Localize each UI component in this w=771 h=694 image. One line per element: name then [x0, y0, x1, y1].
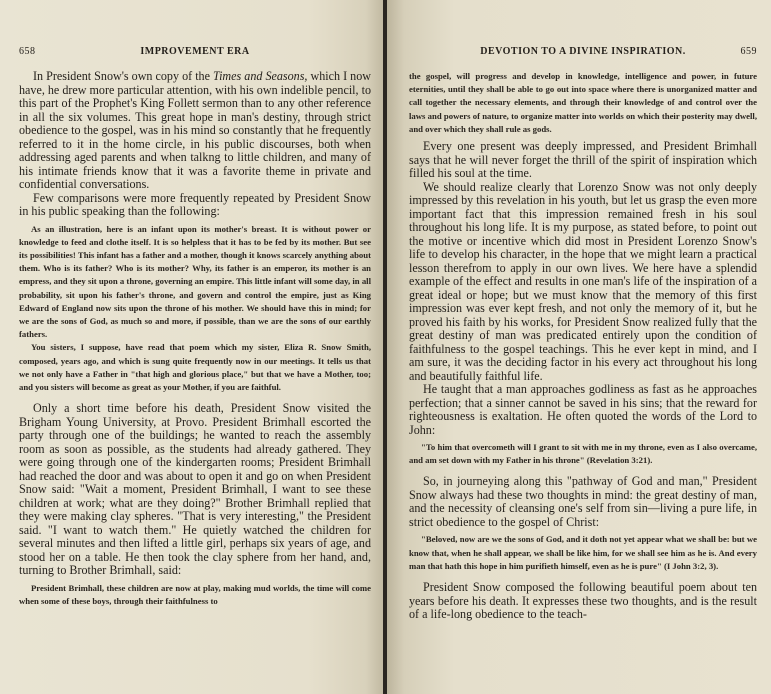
block-quote: "Beloved, now are we the sons of God, and it doth not yet appear what we shall be: but we know that, when he shall appear, we shall be like him, for we shall see him as he is. And every man that hath this hope in him purifieth himself, even as he is pure" (I John 3:2, 3).: [409, 534, 757, 571]
book-binding: [383, 0, 387, 694]
block-quote: As an illustration, here is an infant upon its mother's breast. It is without power or knowledge to feed and clothe itself. It is so helpless that it has to be fed by its mother. But see its possibilities! This infant has a father and a mother, though it knows scarcely anything about them. Who is its father? Who is its mother? Why, its father is an emperor, its mother is an empress, and they sit upon a throne, governing an empire. This little infant will some day, in all probability, sit upon his father's throne, and govern and control the empire, just as King Edward of England now sits upon the throne of his mother. We should have this in mind; for we are the sons of God, as much so and more, if possible, than we are the sons of our earthly fathers.: [19, 223, 371, 340]
paragraph: [19, 70, 371, 192]
periodical-title: Times and Seasons,: [213, 69, 308, 83]
left-page-number: 658: [19, 46, 36, 57]
right-page-number: 659: [740, 46, 757, 57]
block-quote: You sisters, I suppose, have read that poem which my sister, Eliza R. Snow Smith, composed, years ago, and which is sung quite frequently now in our meetings. It tells us that we not only have a Father in "that high and glorious place," but that we have a Mother, too; and you sisters will become as great as your Mother, if you are faithful.: [19, 342, 371, 392]
left-page-body: [19, 70, 371, 608]
paragraph: President Snow composed the following beautiful poem about ten years before his death. It expresses these two thoughts, and is the result of a life-long obedience to the teach-: [409, 580, 757, 622]
left-page: [0, 0, 385, 694]
paragraph-text: In President Snow's own copy of the: [33, 69, 214, 83]
paragraph: Few comparisons were more frequently repeated by President Snow in his public speaking than the following:: [19, 190, 371, 218]
left-running-head: [19, 46, 371, 57]
block-quote: President Brimhall, these children are now at play, making mud worlds, the time will come when some of these boys, through their faithfulness to: [19, 582, 371, 606]
paragraph: Every one present was deeply impressed, and President Brimhall says that he will never forget the thrill of the spirit of inspiration which filled his soul at the time.: [409, 139, 757, 181]
block-quote-continued: the gospel, will progress and develop in knowledge, intelligence and power, in future eternities, until they shall be able to go out into space where there is unorganized matter and call together the necessary elements, and through their knowledge of and control over the laws and powers of nature, to organize matter into worlds on which their posterity may dwell, and over which they shall rule as gods.: [409, 71, 757, 134]
right-page-body: [409, 70, 757, 622]
paragraph: He taught that a man approaches godliness as fast as he approaches perfection; that a sinner cannot be saved in his sins; that the reward for righteousness is exaltation. He often quoted the words of the Lord to John:: [409, 382, 757, 437]
paragraph-text: which I now have, he drew more particular attention, with his own indelible pencil, to this part of the Prophet's King Follett sermon than to any other reference in all the six volumes. This great hope in man's destiny, through strict obedience to the gospel, was in his mind so constantly that he frequently referred to it in the home circle, in his public discourses, both when addressing aged parents and when talkng to little children, and many of his intimate friends know that it was a favorite theme in private and confidential conversations.: [19, 69, 372, 191]
right-running-title: DEVOTION TO A DIVINE INSPIRATION.: [480, 46, 686, 57]
left-running-title: IMPROVEMENT ERA: [140, 46, 250, 57]
paragraph: So, in journeying along this "pathway of God and man," President Snow always had these two thoughts in mind: the great destiny of man, and the necessity of cleansing one's self from sin—living a pure life, in strict obedience to the gospel of Christ:: [409, 474, 757, 529]
block-quote: "To him that overcometh will I grant to sit with me in my throne, even as I also overcame, and am set down with my Father in his throne" (Revelation 3:21).: [409, 442, 757, 466]
paragraph: Only a short time before his death, President Snow visited the Brigham Young University, at Provo. President Brimhall escorted the party through one of the buildings; he wanted to reach the assembly room as soon as possible, as the students had already gathered. They were going through one of the kindergarten rooms; President Brimhall had reached the door and was about to open it and go on when President Snow said: "Wait a moment, President Brimhall, I want to see these children at work; what are they doing?" Brother Brimhall replied that they were making clay spheres. "That is very interesting," the President said. "I want to watch them." He quietly watched the children for several minutes and then lifted a little girl, perhaps six years of age, and stood her on a table. He then took the clay sphere from her hand, and, turning to Brother Brimhall, said:: [19, 401, 371, 578]
right-running-head: [409, 46, 757, 57]
paragraph: We should realize clearly that Lorenzo Snow was not only deeply impressed by this revelation in his youth, but let us grasp the even more important fact that this impression remained fresh in his soul throughout his long life. It is my purpose, as stated before, to point out the motive or incentive which did most in President Lorenzo Snow's life to develop his character, in the hope that we might learn a practical lesson therefrom to apply in our own lives. We here have a splendid example of the effect and results in one man's life of the inspiration of a great ideal or hope; but we must know that the memory of this first impression was ever kept fresh, and not only the memory of it, but he proved his faith by his works, for President Snow realized fully that the great destiny of man was predicated entirely upon the condition of faithfulness to the gospel teachings. This he ever kept in mind, and I am sure, it was the deciding factor in his every act throughout his long and beautifully faithful life.: [409, 179, 757, 383]
right-page: [385, 0, 771, 694]
